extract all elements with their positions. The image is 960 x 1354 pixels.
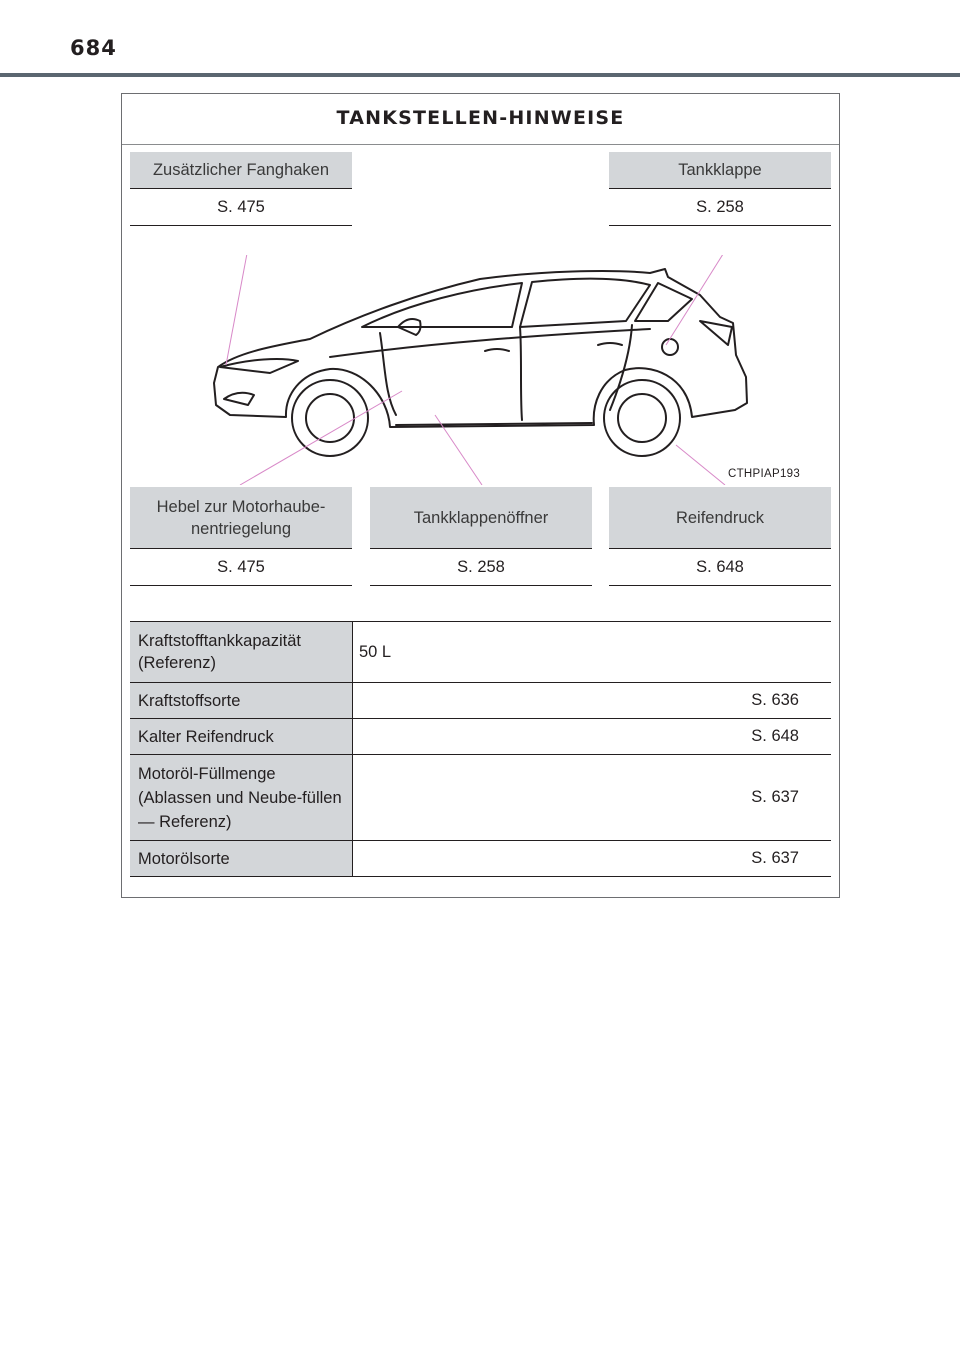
callout-auxiliary-catch <box>130 152 352 226</box>
spec-label: Motorölsorte <box>130 841 353 877</box>
car-fuel-door <box>662 339 678 355</box>
car-headlight <box>220 359 298 373</box>
table-row <box>130 683 831 719</box>
callout-label: Hebel zur Motorhaube-nentriegelung <box>130 487 352 549</box>
callout-hood-release <box>130 487 352 586</box>
callout-fuel-door-opener <box>370 487 592 586</box>
callout-page-ref[interactable]: S. 475 <box>130 549 352 586</box>
table-row <box>130 622 831 683</box>
car-side-illustration <box>180 255 780 485</box>
spec-value[interactable]: S. 636 <box>751 691 799 709</box>
spec-label: Motoröl-Füllmenge (Ablassen und Neube-füllen — Referenz) <box>130 755 353 841</box>
spec-value: 50 L <box>359 642 392 661</box>
callout-label: Zusätzlicher Fanghaken <box>130 152 352 189</box>
car-rear-tire <box>604 380 680 456</box>
page-number: 684 <box>70 36 117 60</box>
spec-label: Kalter Reifendruck <box>130 719 353 755</box>
callout-page-ref[interactable]: S. 258 <box>370 549 592 586</box>
leader-line-catch <box>226 255 252 365</box>
leader-line-fuel-door <box>666 255 740 345</box>
leader-line-tire <box>676 445 725 485</box>
car-front-bumper-detail <box>224 393 254 405</box>
leader-line-hood-release <box>240 391 402 485</box>
callout-page-ref[interactable]: S. 258 <box>609 189 831 226</box>
car-rear-window <box>520 279 650 327</box>
figure-code: CTHPIAP193 <box>728 468 801 480</box>
spec-value[interactable]: S. 637 <box>751 788 799 806</box>
car-front-door-handle <box>485 349 509 351</box>
car-b-pillar <box>520 327 522 420</box>
car-rear-rim <box>618 394 666 442</box>
callout-tire-pressure <box>609 487 831 586</box>
table-row <box>130 719 831 755</box>
spec-value[interactable]: S. 637 <box>751 849 799 867</box>
car-rear-door-handle <box>598 343 622 345</box>
car-rear-light <box>700 321 732 345</box>
callout-label: Tankklappenöffner <box>370 487 592 549</box>
spec-label: Kraftstofftankkapazität (Referenz) <box>130 622 353 683</box>
header-rule <box>0 73 960 77</box>
table-row <box>130 841 831 877</box>
spec-value[interactable]: S. 648 <box>751 727 799 745</box>
car-front-rim <box>306 394 354 442</box>
callout-label: Reifendruck <box>609 487 831 549</box>
section-title: TANKSTELLEN-HINWEISE <box>122 94 839 145</box>
callout-fuel-door <box>609 152 831 226</box>
callout-page-ref[interactable]: S. 648 <box>609 549 831 586</box>
callout-page-ref[interactable]: S. 475 <box>130 189 352 226</box>
table-row <box>130 755 831 841</box>
car-front-tire <box>292 380 368 456</box>
car-quarter-window <box>635 283 692 321</box>
spec-label: Kraftstoffsorte <box>130 683 353 719</box>
callout-label: Tankklappe <box>609 152 831 189</box>
fuel-spec-table <box>130 621 831 877</box>
